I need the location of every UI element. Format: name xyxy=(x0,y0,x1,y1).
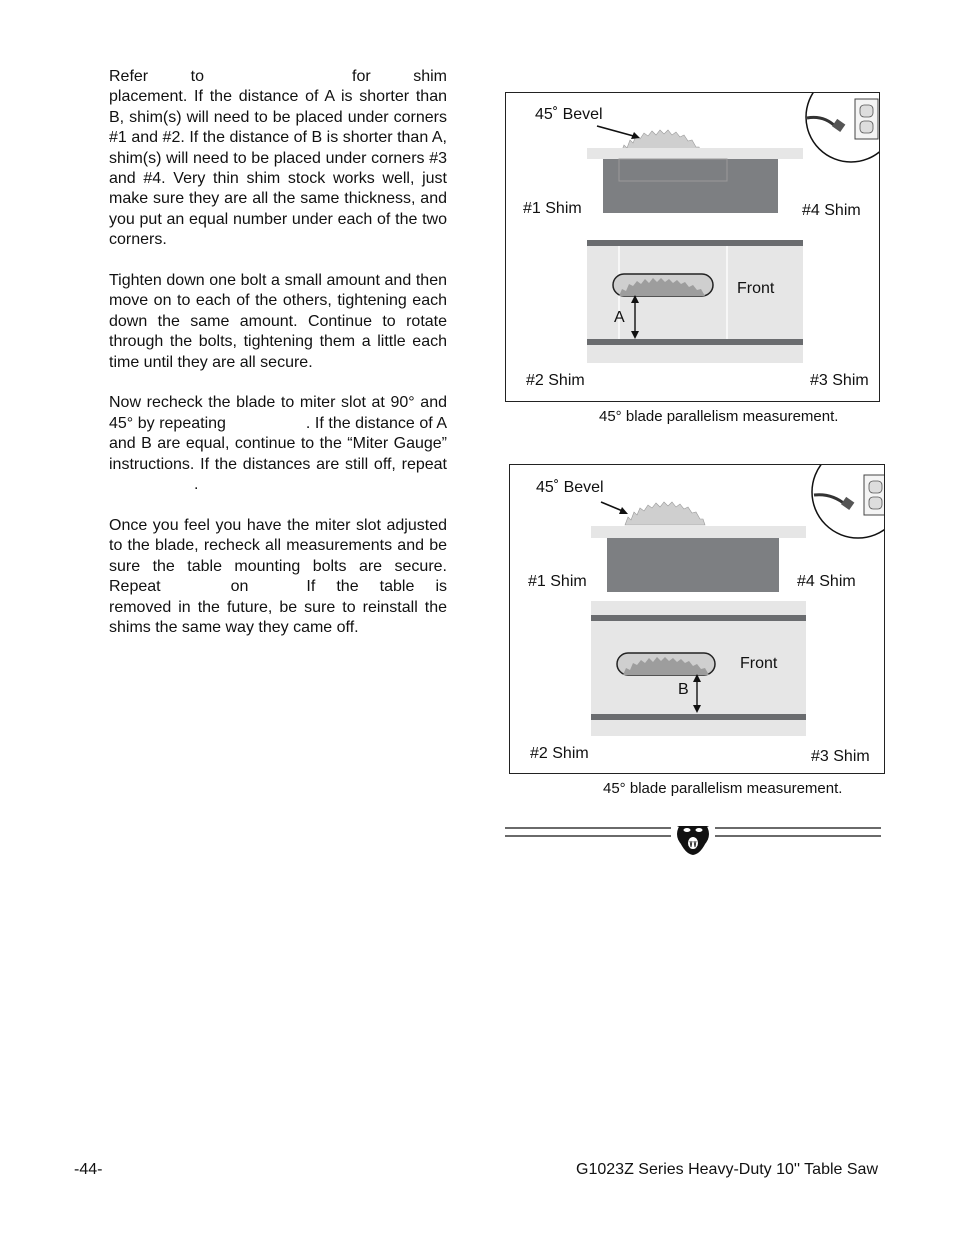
page-number: -44- xyxy=(74,1161,103,1178)
paragraph-tighten-bolts: Tighten down one bolt a small amount and then move on to each of the others, tightening each down the same amount. Continue to rotate through the bolts, tightening them a little each time until they are all secure. xyxy=(109,272,447,371)
saw-table-diagram-a xyxy=(506,93,879,401)
p1-text-a: Refer to xyxy=(109,68,204,85)
saw-blade-icon xyxy=(625,502,705,525)
label-shim-1: #1 Shim xyxy=(523,200,582,217)
miter-rail-back xyxy=(587,240,803,246)
figure-distance-a xyxy=(505,92,880,402)
miter-rail-back xyxy=(591,615,806,621)
manual-title: G1023Z Series Heavy-Duty 10'' Table Saw xyxy=(576,1161,878,1178)
label-front: Front xyxy=(740,655,778,672)
paragraph-recheck xyxy=(109,393,447,495)
table-top xyxy=(587,148,803,159)
p3-text-a: Now recheck the blade to miter slot at 90° and 45° by repeating xyxy=(109,394,447,432)
p3-text-c: . xyxy=(194,476,199,494)
label-shim-3: #3 Shim xyxy=(811,748,870,765)
label-shim-2: #2 Shim xyxy=(526,372,585,389)
figure-distance-b xyxy=(509,464,885,774)
p3-text-b: . If the distance of A and B are equal, continue to the “Miter Gauge” instructions. If the distances are still off, repeat xyxy=(109,414,447,473)
label-bevel: 45˚ Bevel xyxy=(536,479,604,496)
saw-table-diagram-b xyxy=(510,465,884,773)
paragraph-shim-placement xyxy=(109,67,447,251)
label-shim-2: #2 Shim xyxy=(530,745,589,762)
label-bevel: 45˚ Bevel xyxy=(535,106,603,123)
label-shim-4: #4 Shim xyxy=(797,573,856,590)
body-text xyxy=(109,67,447,659)
cabinet xyxy=(603,159,778,213)
label-shim-1: #1 Shim xyxy=(528,573,587,590)
paragraph-final-check xyxy=(109,516,447,638)
p1-text-b: for shim placement. If the distance of A is shorter than B, shim(s) will need to be placed under corners #1 and #2. If the distance of B is shorter than A, shim(s) will need to be placed under corners #3 and #4. Very thin shim stock works well, just make sure they are all the same thickness, and you put an equal number under each of the two corners. xyxy=(109,68,447,249)
grizzly-bear-logo-icon xyxy=(675,826,711,855)
cabinet xyxy=(607,538,779,592)
p4-text-a: Once you feel you have the miter slot adjusted to the blade, recheck all measurements and be sure the table mounting bolts are secure. Repeat xyxy=(109,516,447,596)
label-distance-b: B xyxy=(678,681,689,698)
miter-rail-front xyxy=(591,714,806,720)
label-distance-a: A xyxy=(614,309,625,326)
figure-caption-a: 45° blade parallelism measurement. xyxy=(599,408,839,425)
label-front: Front xyxy=(737,280,775,297)
bevel-arrow xyxy=(597,126,637,137)
label-shim-4: #4 Shim xyxy=(802,202,861,219)
label-shim-3: #3 Shim xyxy=(810,372,869,389)
miter-rail-front xyxy=(587,339,803,345)
table-top xyxy=(591,526,806,538)
p4-text-c: If the table is removed in the future, be sure to reinstall the shims the same way they came off. xyxy=(109,578,447,636)
figure-caption-b: 45° blade parallelism measurement. xyxy=(603,780,843,797)
section-divider xyxy=(505,826,881,866)
p4-text-b: on xyxy=(230,578,249,596)
